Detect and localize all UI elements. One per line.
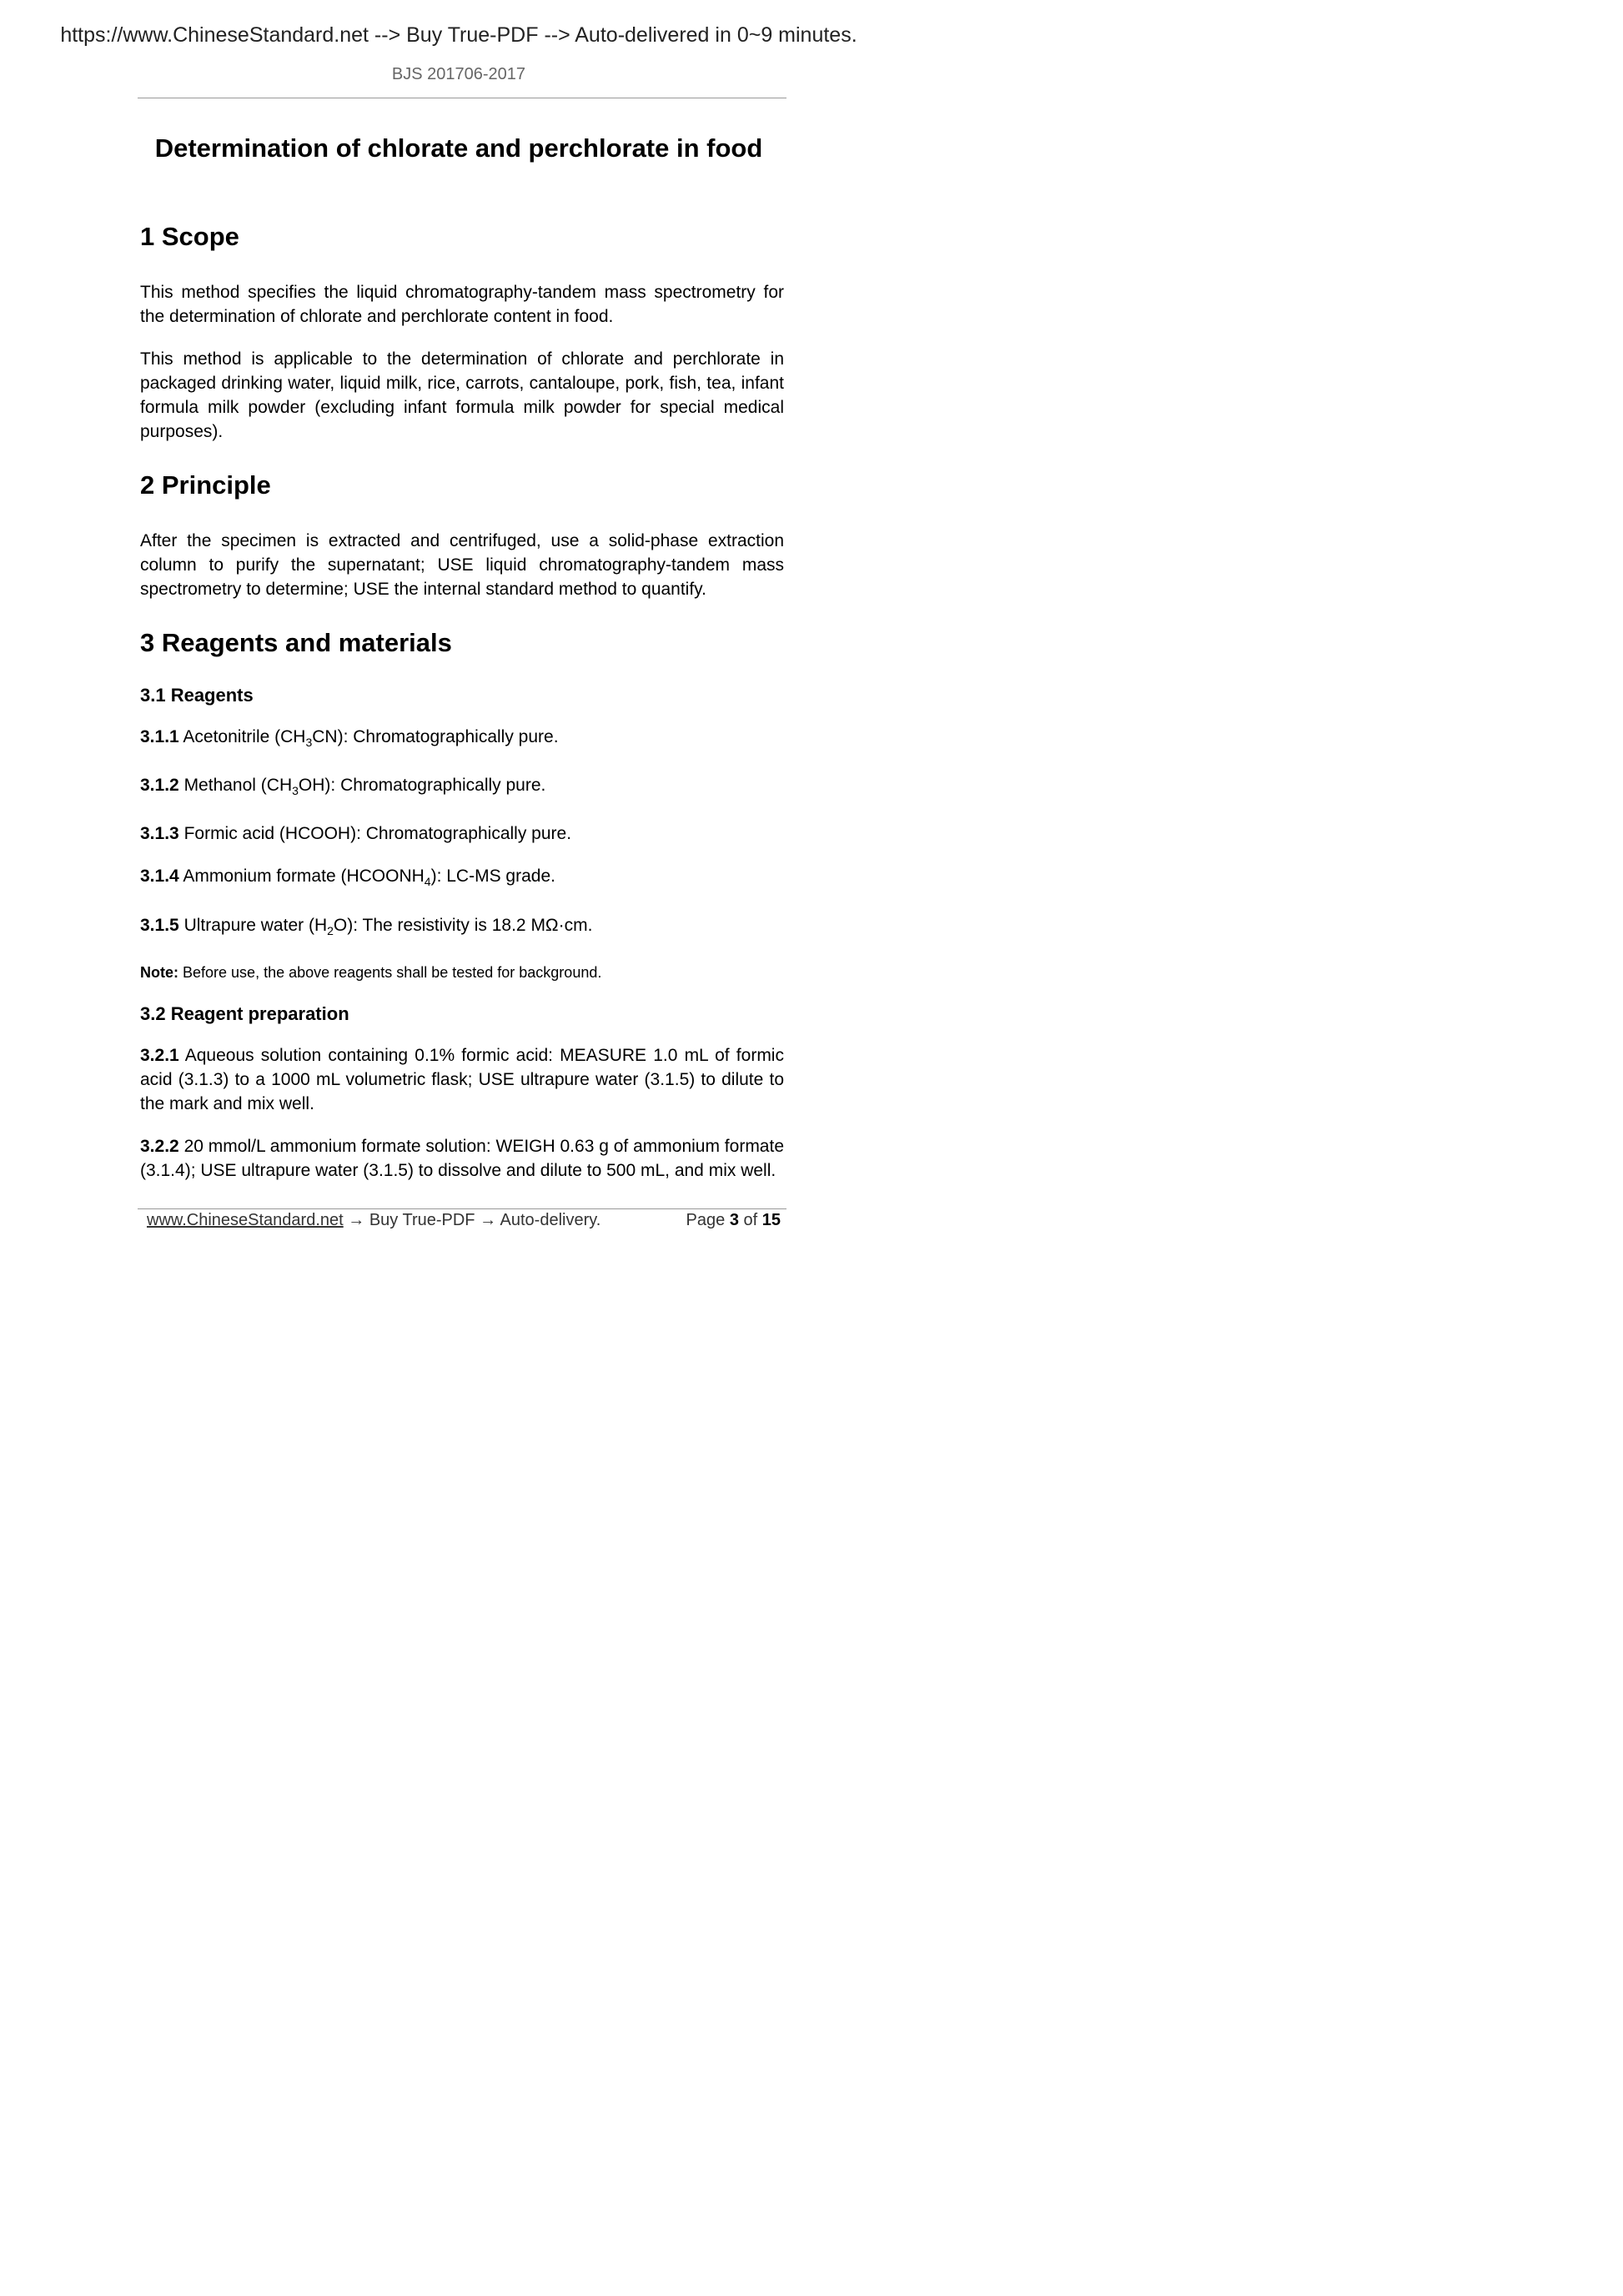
preparation-text: Aqueous solution containing 0.1% formic acid: MEASURE 1.0 mL of formic acid (3.1.3) to a 1000 mL volumetric flask; USE ultrapure water (3.1.5) to dilute to the mark and mix well.	[140, 1045, 784, 1113]
reagent-item	[140, 913, 784, 943]
reagent-number: 3.1.4	[140, 867, 179, 887]
reagent-number: 3.1.1	[140, 727, 179, 746]
page-footer	[147, 1211, 781, 1230]
of-label: of	[743, 1211, 758, 1229]
preparation-text: 20 mmol/L ammonium formate solution: WEIGH 0.63 g of ammonium formate (3.1.4); USE ultrapure water (3.1.5) to dissolve and dilute to 500 mL, and mix well.	[140, 1136, 784, 1180]
reagent-text-end: ): LC-MS grade.	[430, 867, 555, 887]
reagent-number: 3.1.2	[140, 776, 179, 796]
preparation-item	[140, 1043, 784, 1116]
subsection-heading-reagents: 3.1 Reagents	[140, 685, 254, 706]
note-label: Note:	[140, 963, 178, 981]
document-code: BJS 201706-2017	[391, 65, 526, 83]
section-heading-reagents: 3 Reagents and materials	[140, 628, 452, 657]
preparation-number: 3.2.2	[140, 1136, 179, 1156]
footer-text: → Buy True-PDF → Auto-delivery.	[343, 1211, 601, 1229]
scope-paragraph-1: This method specifies the liquid chromatography-tandem mass spectrometry for the determination of chlorate and perchlorate content in food.	[140, 283, 784, 326]
principle-paragraph: After the specimen is extracted and centrifuged, use a solid-phase extraction column to purify the supernatant; USE liquid chromatography-tandem mass spectrometry to determine; USE the internal standard method to quantify.	[140, 531, 784, 599]
page-number: 3	[729, 1211, 739, 1229]
reagent-subscript: 4	[424, 875, 431, 889]
reagent-text-end: OH): Chromatographically pure.	[298, 776, 546, 796]
reagent-number: 3.1.3	[140, 824, 179, 844]
reagent-item	[140, 725, 784, 755]
reagent-subscript: 3	[305, 736, 313, 750]
reagent-text-end: CN): Chromatographically pure.	[312, 727, 559, 746]
scope-paragraph-2: This method is applicable to the determination of chlorate and perchlorate in packaged drinking water, liquid milk, rice, carrots, cantaloupe, pork, fish, tea, infant formula milk powder (excluding infant formula milk powder for special medical purposes).	[140, 349, 784, 441]
preparation-item	[140, 1134, 784, 1183]
page-indicator	[686, 1211, 781, 1230]
reagent-text: Ultrapure water (H	[183, 915, 328, 935]
reagent-item	[140, 821, 784, 846]
reagent-item	[140, 864, 784, 894]
reagent-subscript: 2	[327, 923, 334, 937]
page-label: Page	[686, 1211, 726, 1229]
note	[140, 962, 784, 983]
reagent-text-end: O): The resistivity is 18.2 MΩ·cm.	[333, 915, 593, 935]
document-title: Determination of chlorate and perchlorate in food	[154, 133, 763, 163]
reagent-text: Methanol (CH	[183, 776, 293, 796]
document-body	[140, 217, 784, 1183]
reagent-number: 3.1.5	[140, 915, 179, 935]
footer-website-link[interactable]: www.ChineseStandard.net	[147, 1211, 344, 1229]
section-heading-principle: 2 Principle	[140, 470, 271, 500]
page-total: 15	[761, 1211, 781, 1229]
reagent-item	[140, 773, 784, 803]
note-text: Before use, the above reagents shall be tested for background.	[183, 963, 602, 981]
reagent-text: Ammonium formate (HCOONH	[183, 867, 425, 887]
reagent-subscript: 3	[292, 784, 299, 798]
subsection-heading-preparation: 3.2 Reagent preparation	[140, 1002, 349, 1024]
section-heading-scope: 1 Scope	[140, 222, 239, 251]
reagent-text: Acetonitrile (CH	[183, 727, 306, 746]
preparation-number: 3.2.1	[140, 1045, 179, 1065]
footer-divider	[138, 1208, 786, 1209]
reagent-text: Formic acid (HCOOH): Chromatographically pure.	[183, 824, 572, 844]
top-banner: https://www.ChineseStandard.net --> Buy True-PDF --> Auto-delivered in 0~9 minutes.	[60, 23, 857, 47]
